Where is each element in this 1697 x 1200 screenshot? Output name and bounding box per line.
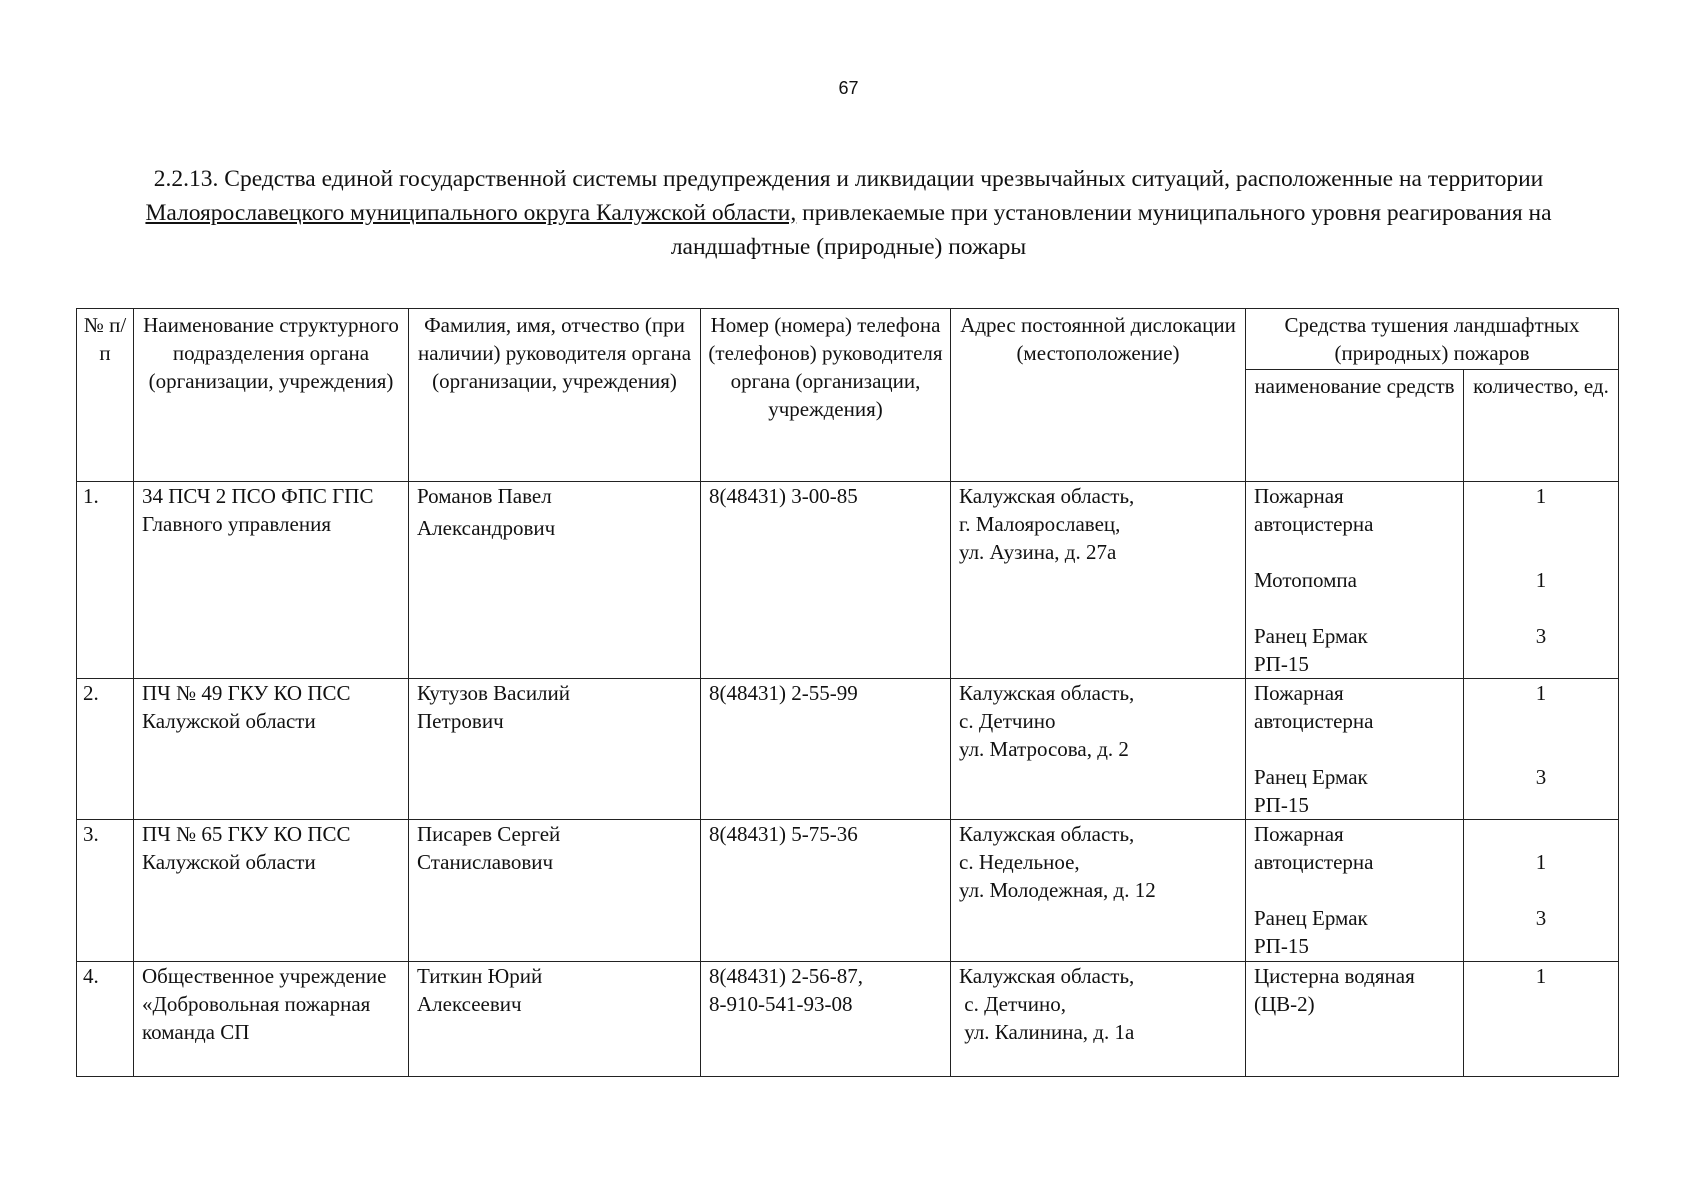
row-phone: [701, 962, 951, 1077]
means-name: автоцистерна: [1254, 709, 1374, 733]
row-means-names: [1246, 482, 1464, 679]
header-means: Средства тушения ландшафтных (природных) пожаров: [1246, 309, 1619, 370]
means-name: автоцистерна: [1254, 512, 1374, 536]
means-name: Ранец Ермак: [1254, 624, 1368, 648]
row-means-names: [1246, 820, 1464, 962]
row-phone: 8(48431) 3-00-85: [701, 482, 951, 679]
heading-underlined-territory: Малоярославецкого муниципального округа Калужской области,: [145, 200, 797, 226]
header-address: Адрес постоянной дислокации (местоположение): [951, 309, 1246, 482]
row-num: 4.: [77, 962, 134, 1077]
resources-table: [76, 308, 1619, 1077]
table-row: [77, 679, 1619, 820]
row-means-qty: [1464, 962, 1619, 1077]
means-name: Пожарная: [1254, 822, 1344, 846]
header-num: № п/п: [77, 309, 134, 482]
means-name: РП-15: [1254, 934, 1309, 958]
table-row: [77, 482, 1619, 679]
means-name: Ранец Ермак: [1254, 765, 1368, 789]
header-means-qty: количество, ед.: [1464, 370, 1619, 482]
head-line: Романов Павел: [417, 484, 552, 508]
table-row: [77, 962, 1619, 1077]
row-num: 1.: [77, 482, 134, 679]
means-name: (ЦВ-2): [1254, 992, 1315, 1016]
row-num: 3.: [77, 820, 134, 962]
phone-line: 8-910-541-93-08: [709, 992, 853, 1016]
header-head: Фамилия, имя, отчество (при наличии) руководителя органа (организации, учреждения): [409, 309, 701, 482]
means-name: Мотопомпа: [1254, 568, 1357, 592]
row-unit: 34 ПСЧ 2 ПСО ФПС ГПС Главного управления: [134, 482, 409, 679]
row-head: [409, 482, 701, 679]
table-row: [77, 820, 1619, 962]
address-line: ул. Молодежная, д. 12: [959, 878, 1156, 902]
row-address: [951, 482, 1246, 679]
address-line: Калужская область,: [959, 822, 1135, 846]
means-qty: 3: [1535, 906, 1547, 930]
heading-part-2: привлекаемые при установлении муниципального уровня реагирования на ландшафтные (природные) пожары: [670, 200, 1552, 260]
means-qty: 1: [1535, 964, 1547, 988]
row-unit: ПЧ № 49 ГКУ КО ПСС Калужской области: [134, 679, 409, 820]
address-line: с. Детчино: [959, 709, 1056, 733]
address-line: г. Малоярославец,: [959, 512, 1121, 536]
means-qty: 1: [1535, 568, 1547, 592]
means-qty: 3: [1535, 624, 1547, 648]
address-line: ул. Калинина, д. 1а: [959, 1020, 1135, 1044]
head-line: Алексеевич: [417, 992, 522, 1016]
means-qty: 1: [1535, 484, 1547, 508]
page-number: 67: [838, 78, 859, 98]
means-name: автоцистерна: [1254, 850, 1374, 874]
means-qty: 3: [1535, 765, 1547, 789]
heading-part-1: 2.2.13. Средства единой государственной системы предупреждения и ликвидации чрезвычайных ситуаций, расположенные на территории: [153, 166, 1544, 192]
row-means-names: [1246, 962, 1464, 1077]
row-address: [951, 962, 1246, 1077]
document-heading: [80, 162, 1617, 264]
row-head: [409, 962, 701, 1077]
head-line: Кутузов Василий: [417, 681, 571, 705]
row-means-qty: [1464, 679, 1619, 820]
row-phone: 8(48431) 5-75-36: [701, 820, 951, 962]
address-line: Калужская область,: [959, 681, 1135, 705]
means-name: Пожарная: [1254, 484, 1344, 508]
means-name: РП-15: [1254, 652, 1309, 676]
address-line: Калужская область,: [959, 484, 1135, 508]
address-line: ул. Матросова, д. 2: [959, 737, 1129, 761]
means-name: Ранец Ермак: [1254, 906, 1368, 930]
row-num: 2.: [77, 679, 134, 820]
means-name: Цистерна водяная: [1254, 964, 1415, 988]
header-means-name: наименование средств: [1246, 370, 1464, 482]
head-line: Петрович: [417, 709, 504, 733]
address-line: Калужская область,: [959, 964, 1135, 988]
row-means-qty: [1464, 820, 1619, 962]
address-line: ул. Аузина, д. 27а: [959, 540, 1117, 564]
phone-line: 8(48431) 2-56-87,: [709, 964, 863, 988]
row-address: [951, 679, 1246, 820]
address-line: с. Недельное,: [959, 850, 1080, 874]
header-phone: Номер (номера) телефона (телефонов) руководителя органа (организации, учреждения): [701, 309, 951, 482]
head-line: Титкин Юрий: [417, 964, 543, 988]
row-unit: Общественное учреждение «Добровольная пожарная команда СП: [134, 962, 409, 1077]
means-name: Пожарная: [1254, 681, 1344, 705]
header-unit: Наименование структурного подразделения органа (организации, учреждения): [134, 309, 409, 482]
row-means-names: [1246, 679, 1464, 820]
row-head: [409, 820, 701, 962]
head-line: Писарев Сергей: [417, 822, 561, 846]
row-head: [409, 679, 701, 820]
head-line: Станиславович: [417, 850, 554, 874]
means-qty: 1: [1535, 850, 1547, 874]
means-qty: 1: [1535, 681, 1547, 705]
address-line: с. Детчино,: [959, 992, 1066, 1016]
row-phone: 8(48431) 2-55-99: [701, 679, 951, 820]
head-line: Александрович: [417, 516, 556, 540]
row-unit: ПЧ № 65 ГКУ КО ПСС Калужской области: [134, 820, 409, 962]
row-means-qty: [1464, 482, 1619, 679]
means-name: РП-15: [1254, 793, 1309, 817]
row-address: [951, 820, 1246, 962]
